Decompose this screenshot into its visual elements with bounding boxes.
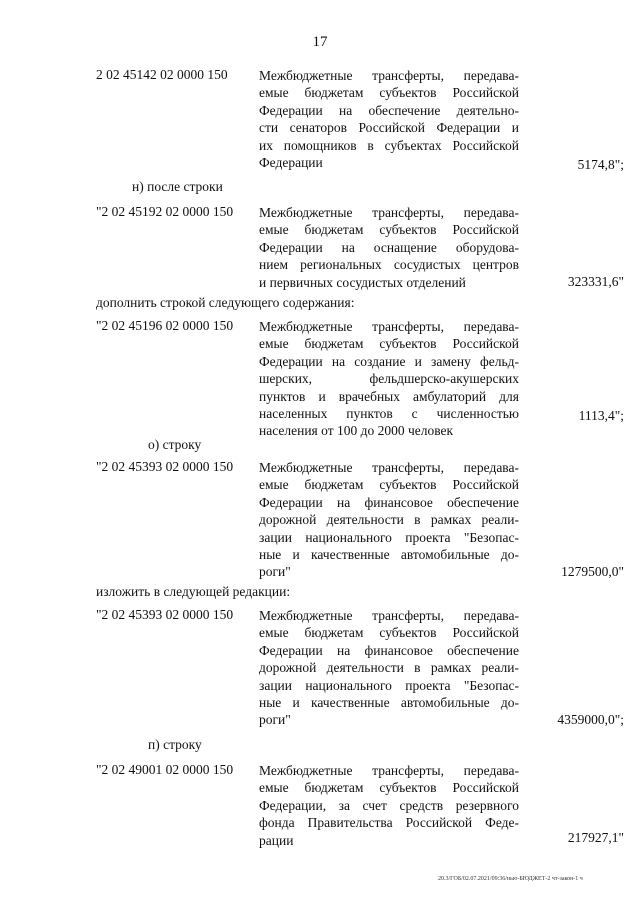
- description-line: роги": [259, 564, 291, 580]
- description-line: населенных пунктов с численностью: [259, 406, 519, 422]
- entry-amount: 5174,8";: [577, 157, 624, 172]
- footer-file-stamp: 20.3/ГОБ/02.07.2021/09:36/нью-БЮДЖЕТ-2 чт-закон-1 ч: [438, 876, 583, 882]
- entry-amount: 1279500,0": [561, 564, 624, 579]
- description-line: емые бюджетам субъектов Российской: [259, 336, 519, 352]
- table-row: [0, 67, 640, 175]
- entry-amount: 323331,6": [567, 274, 624, 289]
- description-line: населения от 100 до 2000 человек: [259, 423, 454, 439]
- table-row: [0, 204, 640, 294]
- description-line: емые бюджетам субъектов Российской: [259, 477, 519, 493]
- budget-code: "2 02 45393 02 0000 150: [96, 459, 234, 474]
- description-line: Федерации, за счет средств резервного: [259, 797, 519, 813]
- page-number: 17: [312, 34, 328, 50]
- description-line: ные и качественные автомобильные до-: [259, 547, 519, 563]
- description-line: зации национального проекта "Безопас-: [259, 529, 519, 545]
- instruction-replace: изложить в следующей редакции:: [96, 584, 291, 599]
- instruction-after-line: н) после строки: [132, 179, 223, 194]
- table-row: [0, 318, 640, 443]
- entry-description: [259, 67, 519, 171]
- entry-description: [259, 459, 519, 581]
- description-line: нием региональных сосудистых центров: [259, 257, 519, 273]
- description-line: дорожной деятельности в рамках реали-: [259, 660, 519, 676]
- description-line: шерских, фельдшерско-акушерских: [259, 371, 519, 387]
- entry-description: [259, 762, 519, 849]
- description-line: дорожной деятельности в рамках реали-: [259, 512, 519, 528]
- entry-amount: 217927,1": [567, 830, 624, 845]
- budget-code: 2 02 45142 02 0000 150: [96, 67, 228, 82]
- description-line: Межбюджетные трансферты, передава-: [259, 68, 519, 83]
- entry-amount: 4359000,0";: [557, 712, 624, 727]
- description-line: сти сенаторов Российской Федерации и: [259, 120, 519, 136]
- description-line: Федерации на обеспечение деятельно-: [259, 102, 519, 118]
- description-line: ные и качественные автомобильные до-: [259, 695, 519, 711]
- instruction-add-line: дополнить строкой следующего содержания:: [96, 295, 355, 310]
- description-line: емые бюджетам субъектов Российской: [259, 780, 519, 796]
- description-line: пунктов и врачебных амбулаторий для: [259, 388, 519, 404]
- entry-amount: 1113,4";: [578, 408, 624, 423]
- description-line: емые бюджетам субъектов Российской: [259, 85, 519, 101]
- entry-description: [259, 318, 519, 440]
- description-line: Федерации: [259, 155, 323, 171]
- budget-code: "2 02 45192 02 0000 150: [96, 204, 234, 219]
- instruction-line-o: о) строку: [148, 437, 202, 452]
- entry-description: [259, 607, 519, 729]
- description-line: емые бюджетам субъектов Российской: [259, 625, 519, 641]
- description-line: зации национального проекта "Безопас-: [259, 677, 519, 693]
- budget-code: "2 02 45393 02 0000 150: [96, 607, 234, 622]
- description-line: фонда Правительства Российской Феде-: [259, 815, 519, 831]
- budget-code: "2 02 45196 02 0000 150: [96, 318, 234, 333]
- description-line: Федерации на финансовое обеспечение: [259, 642, 519, 658]
- description-line: и первичных сосудистых отделений: [259, 274, 466, 290]
- description-line: емые бюджетам субъектов Российской: [259, 222, 519, 238]
- description-line: роги": [259, 712, 291, 728]
- description-line: Межбюджетные трансферты, передава-: [259, 319, 519, 334]
- budget-code: "2 02 49001 02 0000 150: [96, 762, 234, 777]
- description-line: Межбюджетные трансферты, передава-: [259, 608, 519, 623]
- description-line: Федерации на оснащение оборудова-: [259, 239, 519, 255]
- description-line: Межбюджетные трансферты, передава-: [259, 460, 519, 475]
- description-line: Межбюджетные трансферты, передава-: [259, 763, 519, 778]
- description-line: Межбюджетные трансферты, передава-: [259, 205, 519, 220]
- description-line: Федерации на финансовое обеспечение: [259, 494, 519, 510]
- table-row: [0, 762, 640, 852]
- description-line: рации: [259, 832, 294, 848]
- entry-description: [259, 204, 519, 291]
- description-line: Федерации на создание и замену фельд-: [259, 353, 519, 369]
- table-row: [0, 459, 640, 584]
- description-line: их помощников в субъектах Российской: [259, 137, 519, 153]
- instruction-line-p: п) строку: [148, 737, 202, 752]
- table-row: [0, 607, 640, 732]
